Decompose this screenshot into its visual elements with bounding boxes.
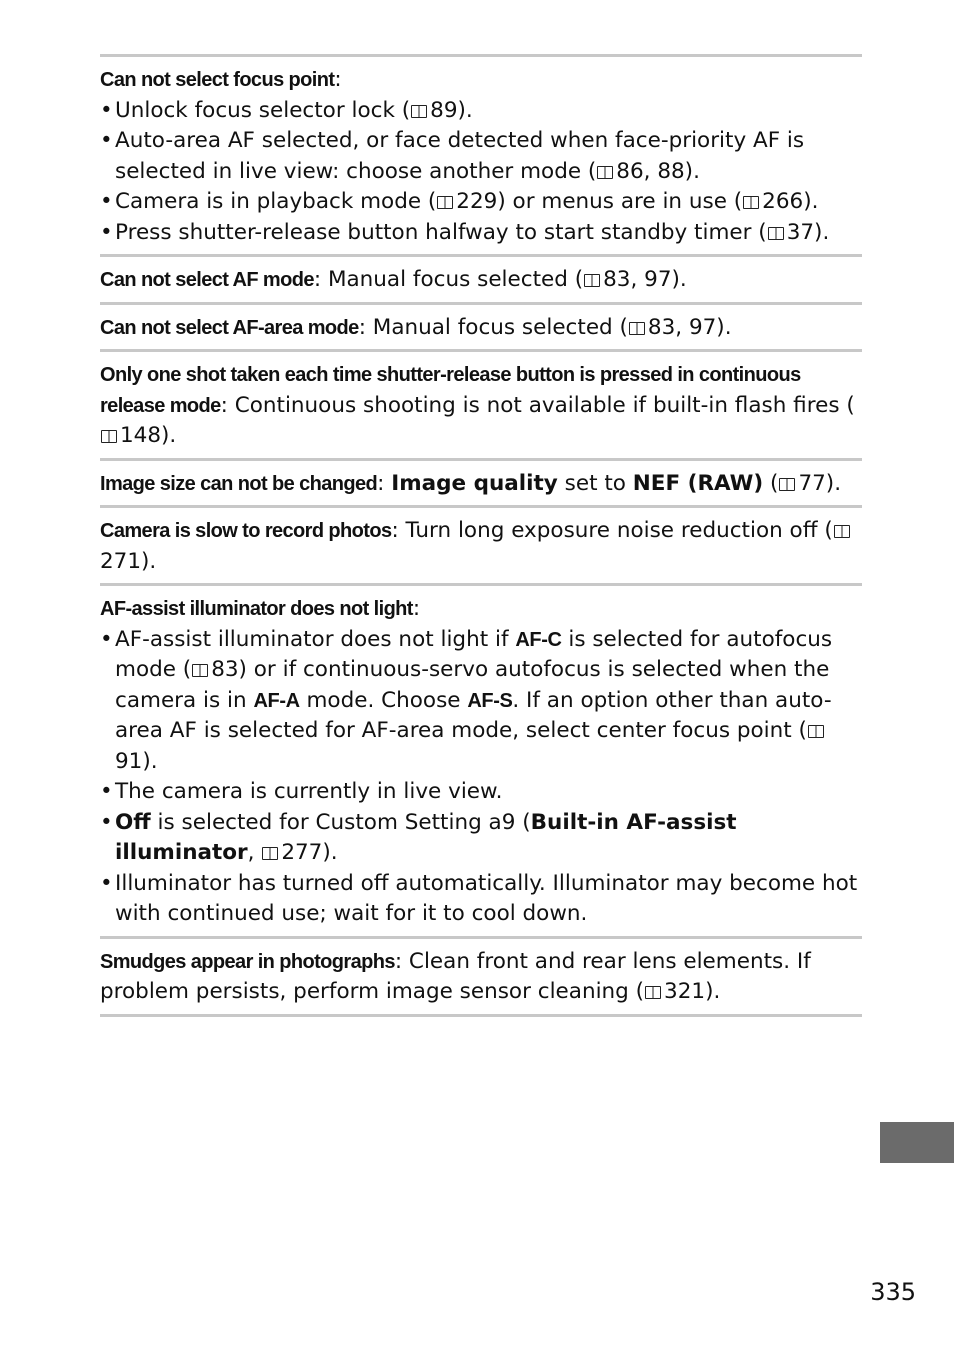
list-item: • Unlock focus selector lock ( 89).: [100, 96, 862, 127]
list-item: • Illuminator has turned off automatically. Illuminator may become hot with continued use; wait for it to cool down.: [100, 869, 862, 930]
entry-heading: Smudges appear in photographs: [100, 950, 395, 973]
list-item: • Camera is in playback mode ( 229) or menus are in use ( 266).: [100, 187, 862, 218]
entry-heading: Only one shot taken each time shutter-release button is pressed in continuous release mode: [100, 364, 801, 417]
list-item: • AF-assist illuminator does not light if AF-C is selected for autofocus mode ( 83) or if continuous-servo autofocus is selected when the camera is in AF-A mode. Choose AF-S. If an option other than auto-area AF is selected for AF-area mode, select center focus point ( 91).: [100, 625, 862, 778]
entry-heading: Can not select focus point: [100, 69, 335, 91]
entry-af-area-mode: Can not select AF-area mode: Manual focus selected ( 83, 97).: [100, 314, 732, 340]
book-reference-icon: [101, 430, 117, 443]
book-reference-icon: [597, 166, 613, 179]
mode-label: AF-A: [253, 689, 300, 712]
book-reference-icon: [629, 322, 645, 335]
option-label: Off: [115, 809, 151, 835]
entry-heading: AF-assist illuminator does not light: [100, 598, 413, 620]
entry-heading: Camera is slow to record photos: [100, 520, 392, 542]
menu-item-label: Built-in AF-assist illuminator: [115, 809, 737, 865]
section-tab: [880, 1122, 954, 1163]
mode-label: AF-C: [515, 628, 562, 651]
book-reference-icon: [743, 196, 759, 209]
book-reference-icon: [584, 274, 600, 287]
entry-smudges: Smudges appear in photographs: Clean front and rear lens elements. If problem persists, perform image sensor cleaning ( 321).: [100, 948, 811, 1004]
troubleshooting-table: [100, 54, 862, 1017]
bullet-list: [100, 625, 862, 930]
entry-one-shot: Only one shot taken each time shutter-release button is pressed in continuous release mode: Continuous shooting is not available if built-in flash fires ( 148).: [100, 364, 855, 448]
book-reference-icon: [808, 725, 824, 738]
mode-label: AF-S: [467, 689, 513, 712]
list-item: • Press shutter-release button halfway to start standby timer ( 37).: [100, 218, 862, 249]
page-number: 335: [870, 1278, 916, 1306]
book-reference-icon: [411, 105, 427, 118]
book-reference-icon: [437, 196, 453, 209]
menu-item-label: Image quality: [391, 470, 558, 496]
entry-heading: Image size can not be changed: [100, 472, 378, 495]
list-item: • Off is selected for Custom Setting a9 (Built-in AF-assist illuminator, 277).: [100, 808, 862, 869]
entry-heading: Can not select AF mode: [100, 269, 314, 291]
entry-heading: Can not select AF-area mode: [100, 316, 359, 339]
book-reference-icon: [768, 227, 784, 240]
bullet-list: [100, 96, 862, 249]
entry-focus-point: Can not select focus point: • Unlock focus selector lock ( 89). • Auto-area AF selected, or face detected when face-priority AF is selected in live view: choose another mode ( 86, 88). • Camera is in playback mode ( 229) or menus are in use ( 266). • Press shutter-release button halfway to start standby timer ( 37).: [100, 57, 862, 254]
entry-slow-record: Camera is slow to record photos: Turn long exposure noise reduction off ( 271).: [100, 508, 862, 583]
option-label: NEF (RAW): [632, 470, 764, 496]
book-reference-icon: [262, 847, 278, 860]
entry-af-assist: AF-assist illuminator does not light: • AF-assist illuminator does not light if AF-C is selected for autofocus mode ( 83) or if continuous-servo autofocus is selected when the camera is in AF-A mode. Choose AF-S. If an option other than auto-area AF is selected for AF-area mode, select center focus point ( 91). • The camera is currently in live view. • Off is selected for Custom Setting a9 (Built-in AF-assist illuminator, 277). • Illuminator has turned off automatically. Illuminator may become hot with continued use; wait for it to cool down.: [100, 586, 862, 936]
list-item: • The camera is currently in live view.: [100, 777, 862, 808]
book-reference-icon: [192, 664, 208, 677]
book-reference-icon: [645, 986, 661, 999]
book-reference-icon: [834, 525, 850, 538]
book-reference-icon: [779, 478, 795, 491]
list-item: • Auto-area AF selected, or face detected when face-priority AF is selected in live view: choose another mode ( 86, 88).: [100, 126, 862, 187]
entry-image-size: Image size can not be changed: Image quality set to NEF (RAW) ( 77).: [100, 470, 842, 496]
entry-af-mode: Can not select AF mode: Manual focus selected ( 83, 97).: [100, 267, 687, 292]
divider: [100, 1014, 862, 1017]
